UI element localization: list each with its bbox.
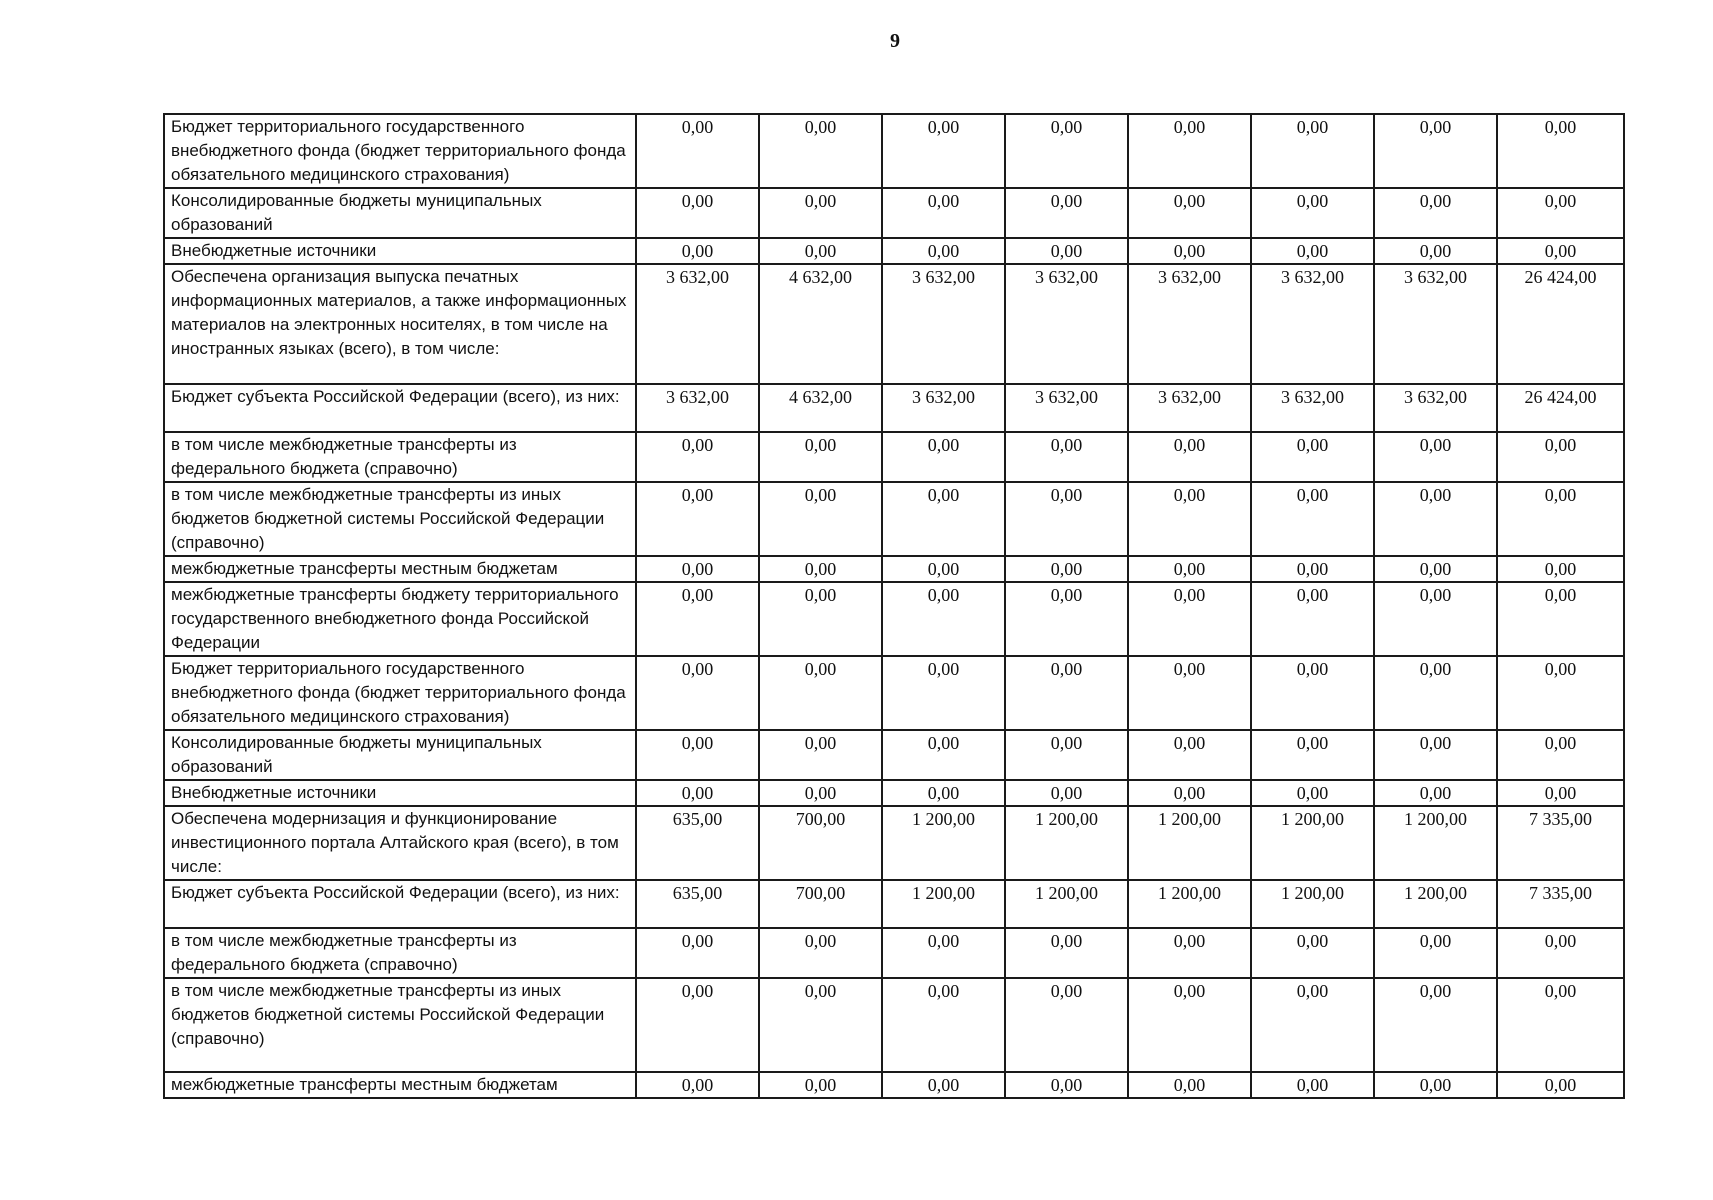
row-value-cell: 0,00 [1128,114,1251,188]
row-value-cell: 4 632,00 [759,384,882,432]
row-value-cell: 0,00 [1374,482,1497,556]
row-value-cell: 700,00 [759,880,882,928]
row-total-cell: 26 424,00 [1497,384,1624,432]
row-value-cell: 3 632,00 [1374,384,1497,432]
row-value-cell: 1 200,00 [1128,880,1251,928]
row-value-cell: 0,00 [759,556,882,582]
row-value-cell: 0,00 [1128,556,1251,582]
row-value-cell: 3 632,00 [1005,384,1128,432]
table-row [164,238,1624,264]
row-value-cell: 0,00 [636,730,759,780]
row-value-cell: 0,00 [1128,656,1251,730]
row-value-cell: 0,00 [1374,656,1497,730]
row-value-cell: 0,00 [1374,582,1497,656]
row-value-cell: 0,00 [882,656,1005,730]
table-row [164,656,1624,730]
row-value-cell: 0,00 [1251,730,1374,780]
row-value-cell: 0,00 [759,928,882,978]
row-value-cell: 0,00 [1128,188,1251,238]
row-value-cell: 0,00 [636,114,759,188]
row-value-cell: 0,00 [1128,238,1251,264]
row-value-cell: 0,00 [1374,432,1497,482]
row-value-cell: 3 632,00 [882,384,1005,432]
row-value-cell: 0,00 [1005,1072,1128,1098]
row-value-cell: 3 632,00 [1128,264,1251,384]
table-row [164,582,1624,656]
row-value-cell: 0,00 [1374,928,1497,978]
row-value-cell: 0,00 [759,114,882,188]
row-value-cell: 0,00 [882,928,1005,978]
row-value-cell: 3 632,00 [636,264,759,384]
row-label: Бюджет территориального государственного внебюджетного фонда (бюджет территориального фонда обязательного медицинского страхования) [164,656,636,730]
row-value-cell: 0,00 [882,978,1005,1072]
row-value-cell: 0,00 [636,1072,759,1098]
row-value-cell: 0,00 [759,432,882,482]
row-total-cell: 0,00 [1497,656,1624,730]
row-value-cell: 0,00 [636,238,759,264]
table-row [164,114,1624,188]
row-value-cell: 1 200,00 [1128,806,1251,880]
table-row [164,780,1624,806]
row-value-cell: 0,00 [759,780,882,806]
table-row [164,384,1624,432]
row-value-cell: 0,00 [759,482,882,556]
table-row [164,1072,1624,1098]
row-value-cell: 0,00 [1251,582,1374,656]
row-total-cell: 0,00 [1497,928,1624,978]
row-value-cell: 0,00 [1005,114,1128,188]
row-value-cell: 0,00 [636,582,759,656]
row-value-cell: 0,00 [1005,238,1128,264]
row-label: Бюджет субъекта Российской Федерации (всего), из них: [164,880,636,928]
row-value-cell: 0,00 [882,556,1005,582]
row-value-cell: 3 632,00 [1005,264,1128,384]
row-label: межбюджетные трансферты бюджету территориального государственного внебюджетного фонда Российской Федерации [164,582,636,656]
row-value-cell: 0,00 [759,1072,882,1098]
row-value-cell: 1 200,00 [882,806,1005,880]
row-value-cell: 0,00 [1005,582,1128,656]
row-value-cell: 0,00 [759,730,882,780]
row-label: в том числе межбюджетные трансферты из федерального бюджета (справочно) [164,432,636,482]
page-number: 9 [890,30,900,52]
row-total-cell: 0,00 [1497,188,1624,238]
row-value-cell: 0,00 [882,1072,1005,1098]
row-value-cell: 0,00 [1128,1072,1251,1098]
row-value-cell: 0,00 [759,238,882,264]
row-value-cell: 0,00 [636,188,759,238]
row-value-cell: 3 632,00 [1374,264,1497,384]
row-value-cell: 0,00 [882,432,1005,482]
row-value-cell: 1 200,00 [1251,806,1374,880]
row-value-cell: 0,00 [1128,482,1251,556]
row-value-cell: 0,00 [1128,582,1251,656]
row-label: Внебюджетные источники [164,238,636,264]
row-value-cell: 0,00 [1128,432,1251,482]
row-value-cell: 1 200,00 [1374,880,1497,928]
row-value-cell: 0,00 [1005,730,1128,780]
row-total-cell: 0,00 [1497,432,1624,482]
row-value-cell: 635,00 [636,806,759,880]
row-value-cell: 0,00 [1005,556,1128,582]
row-total-cell: 0,00 [1497,556,1624,582]
row-value-cell: 0,00 [1374,238,1497,264]
row-value-cell: 1 200,00 [882,880,1005,928]
row-value-cell: 0,00 [1251,238,1374,264]
table-row [164,880,1624,928]
row-value-cell: 0,00 [1251,978,1374,1072]
row-value-cell: 0,00 [1251,780,1374,806]
row-total-cell: 0,00 [1497,582,1624,656]
row-value-cell: 0,00 [1251,188,1374,238]
row-value-cell: 0,00 [1128,928,1251,978]
row-value-cell: 0,00 [636,432,759,482]
row-label: Бюджет субъекта Российской Федерации (всего), из них: [164,384,636,432]
table-row [164,978,1624,1072]
row-value-cell: 0,00 [1374,114,1497,188]
row-total-cell: 0,00 [1497,730,1624,780]
row-value-cell: 3 632,00 [636,384,759,432]
budget-table [163,113,1625,1099]
row-value-cell: 0,00 [1251,114,1374,188]
row-value-cell: 0,00 [1005,978,1128,1072]
row-value-cell: 0,00 [882,482,1005,556]
row-value-cell: 0,00 [1005,780,1128,806]
table-row [164,482,1624,556]
row-value-cell: 0,00 [1251,656,1374,730]
table-row [164,730,1624,780]
table-row [164,188,1624,238]
row-label: межбюджетные трансферты местным бюджетам [164,1072,636,1098]
row-value-cell: 0,00 [882,238,1005,264]
row-value-cell: 0,00 [636,556,759,582]
row-label: в том числе межбюджетные трансферты из иных бюджетов бюджетной системы Российской Федерации (справочно) [164,978,636,1072]
row-total-cell: 0,00 [1497,1072,1624,1098]
row-value-cell: 0,00 [1374,1072,1497,1098]
row-value-cell: 0,00 [882,188,1005,238]
row-total-cell: 0,00 [1497,114,1624,188]
row-value-cell: 0,00 [882,730,1005,780]
row-value-cell: 0,00 [1005,432,1128,482]
row-value-cell: 0,00 [636,978,759,1072]
row-value-cell: 0,00 [882,780,1005,806]
row-value-cell: 0,00 [1251,432,1374,482]
table-row [164,432,1624,482]
row-value-cell: 3 632,00 [1251,384,1374,432]
row-value-cell: 0,00 [759,978,882,1072]
row-value-cell: 0,00 [636,482,759,556]
row-value-cell: 0,00 [1374,978,1497,1072]
row-total-cell: 0,00 [1497,978,1624,1072]
row-value-cell: 0,00 [1128,978,1251,1072]
row-value-cell: 0,00 [1005,188,1128,238]
row-total-cell: 7 335,00 [1497,880,1624,928]
row-label: Консолидированные бюджеты муниципальных образований [164,730,636,780]
table-body [164,114,1624,1098]
row-value-cell: 0,00 [1128,730,1251,780]
table-row [164,928,1624,978]
row-value-cell: 700,00 [759,806,882,880]
row-label: Внебюджетные источники [164,780,636,806]
row-value-cell: 0,00 [1374,730,1497,780]
row-value-cell: 0,00 [882,114,1005,188]
row-label: межбюджетные трансферты местным бюджетам [164,556,636,582]
table-row [164,264,1624,384]
row-value-cell: 3 632,00 [882,264,1005,384]
row-total-cell: 26 424,00 [1497,264,1624,384]
row-value-cell: 1 200,00 [1374,806,1497,880]
row-value-cell: 1 200,00 [1005,806,1128,880]
table-row [164,806,1624,880]
row-label: Обеспечена организация выпуска печатных информационных материалов, а также информационных материалов на электронных носителях, в том числе на иностранных языках (всего), в том числе: [164,264,636,384]
row-value-cell: 0,00 [1005,482,1128,556]
row-value-cell: 635,00 [636,880,759,928]
row-value-cell: 0,00 [759,582,882,656]
row-value-cell: 4 632,00 [759,264,882,384]
row-label: в том числе межбюджетные трансферты из иных бюджетов бюджетной системы Российской Федерации (справочно) [164,482,636,556]
row-value-cell: 0,00 [636,928,759,978]
row-value-cell: 0,00 [636,780,759,806]
row-label: Консолидированные бюджеты муниципальных образований [164,188,636,238]
row-label: Бюджет территориального государственного внебюджетного фонда (бюджет территориального фонда обязательного медицинского страхования) [164,114,636,188]
row-value-cell: 0,00 [1005,656,1128,730]
row-value-cell: 3 632,00 [1128,384,1251,432]
row-total-cell: 0,00 [1497,482,1624,556]
row-value-cell: 0,00 [1251,556,1374,582]
row-label: Обеспечена модернизация и функционирование инвестиционного портала Алтайского края (всего), в том числе: [164,806,636,880]
row-value-cell: 0,00 [1374,780,1497,806]
row-value-cell: 0,00 [1251,1072,1374,1098]
row-value-cell: 3 632,00 [1251,264,1374,384]
row-value-cell: 0,00 [1251,482,1374,556]
row-value-cell: 0,00 [759,188,882,238]
row-value-cell: 0,00 [1251,928,1374,978]
row-value-cell: 0,00 [1128,780,1251,806]
row-value-cell: 0,00 [882,582,1005,656]
row-value-cell: 0,00 [636,656,759,730]
row-value-cell: 0,00 [1374,188,1497,238]
row-label: в том числе межбюджетные трансферты из федерального бюджета (справочно) [164,928,636,978]
row-value-cell: 1 200,00 [1251,880,1374,928]
row-total-cell: 0,00 [1497,238,1624,264]
row-value-cell: 0,00 [1005,928,1128,978]
row-value-cell: 0,00 [1374,556,1497,582]
row-total-cell: 7 335,00 [1497,806,1624,880]
row-value-cell: 1 200,00 [1005,880,1128,928]
row-value-cell: 0,00 [759,656,882,730]
row-total-cell: 0,00 [1497,780,1624,806]
table-row [164,556,1624,582]
